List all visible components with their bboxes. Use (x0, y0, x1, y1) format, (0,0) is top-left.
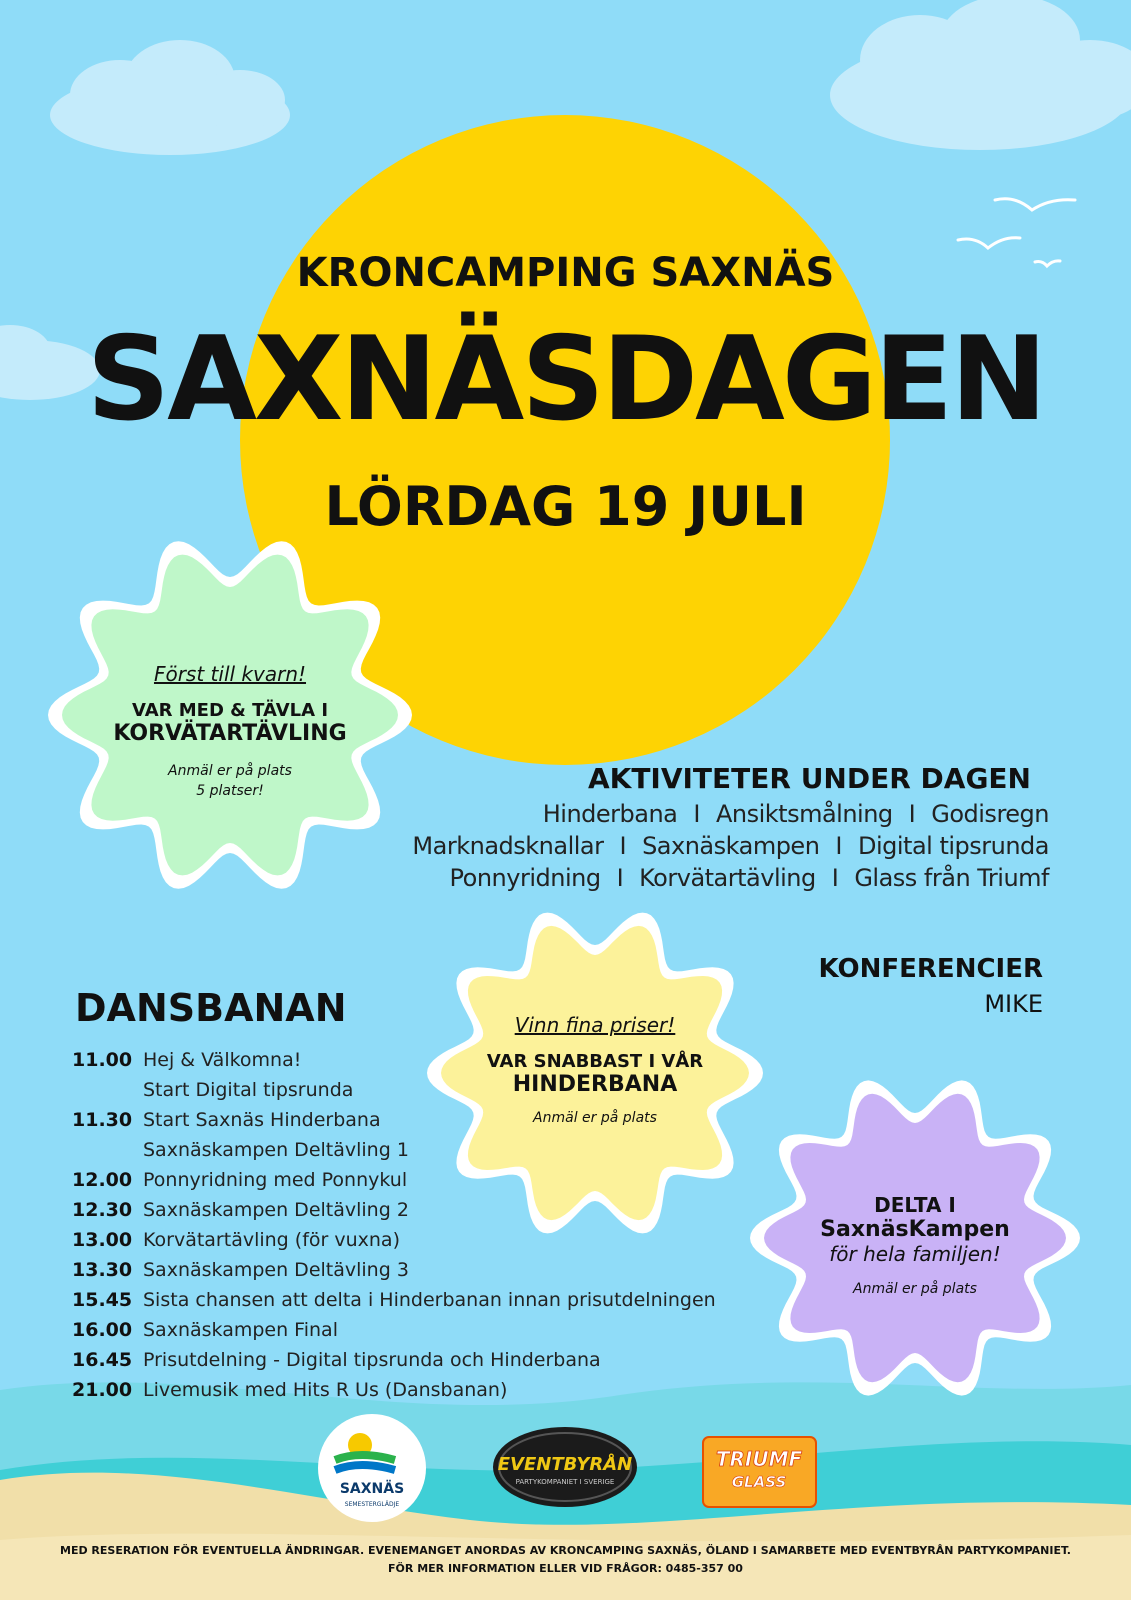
flower-yellow-teaser: Vinn fina priser! (514, 1013, 676, 1037)
schedule-text: Hej & Välkomna! (143, 1049, 302, 1071)
schedule-row (72, 1105, 792, 1135)
activity-separator: I (693, 800, 700, 828)
flower-yellow-note: Anmäl er på plats (533, 1110, 657, 1126)
flower-yellow-line1: VAR SNABBAST I VÅR (486, 1051, 704, 1072)
schedule-row (72, 1285, 792, 1315)
schedule-row (72, 1315, 792, 1345)
saxnas-logo-tagline: SEMESTERGLÄDJE (344, 1501, 400, 1508)
flower-yellow-line2: HINDERBANA (512, 1072, 678, 1097)
schedule-time: 21.00 (72, 1379, 133, 1401)
flower-green-note1: Anmäl er på plats (168, 763, 292, 779)
schedule-row (72, 1255, 792, 1285)
activity-separator: I (835, 832, 842, 860)
flower-purple-line3: för hela familjen! (829, 1242, 1001, 1266)
host-name: MIKE (984, 990, 1043, 1018)
schedule-heading: DANSBANAN (75, 986, 347, 1030)
activity-separator: I (908, 800, 916, 828)
schedule-time: 12.30 (72, 1199, 133, 1221)
host-label: KONFERENCIER (818, 954, 1043, 984)
activity-item: Ponnyridning (449, 864, 601, 892)
schedule-time: 13.30 (72, 1259, 133, 1281)
activities-row (412, 832, 1049, 860)
activity-item: Ansiktsmålning (715, 800, 893, 828)
venue-heading: KRONCAMPING SAXNÄS (296, 250, 835, 296)
activities-row (450, 864, 1049, 892)
saxnas-logo-wordmark: SAXNÄS (339, 1481, 405, 1497)
schedule-time (72, 1075, 143, 1105)
activity-item: Hinderbana (542, 800, 678, 828)
schedule-row (72, 1345, 792, 1375)
flower-green-line1: VAR MED & TÄVLA I (131, 700, 329, 721)
flower-purple-line1: DELTA I (874, 1193, 956, 1217)
activity-item: Digital tipsrunda (857, 832, 1049, 860)
schedule-time: 16.45 (72, 1349, 133, 1371)
schedule-row (72, 1375, 792, 1405)
activity-item: Saxnäskampen (642, 832, 820, 860)
event-title: SAXNÄSDAGEN (86, 312, 1045, 447)
footer-contact: FÖR MER INFORMATION ELLER VID FRÅGOR: 0485-357 00 (388, 1562, 743, 1575)
flower-purple-note: Anmäl er på plats (853, 1281, 977, 1297)
activity-separator: I (619, 832, 627, 860)
schedule-text: Start Digital tipsrunda (143, 1079, 354, 1101)
activity-item: Glass från Triumf (854, 864, 1049, 892)
eventbyran-logo-wordmark: EVENTBYRÅN (497, 1454, 633, 1475)
schedule-time: 12.00 (72, 1169, 133, 1191)
schedule-time: 16.00 (72, 1319, 133, 1341)
triumf-logo-wordmark: TRIUMF (715, 1447, 803, 1471)
schedule-time: 13.00 (72, 1229, 133, 1251)
schedule-list (72, 1045, 792, 1405)
schedule-row (72, 1165, 792, 1195)
event-date: LÖRDAG 19 JULI (324, 475, 807, 538)
activity-item: Korvätartävling (639, 864, 816, 892)
flower-green-line2: KORVÄTARTÄVLING (113, 721, 347, 746)
schedule-row (72, 1075, 792, 1105)
schedule-row (72, 1135, 792, 1165)
schedule-row (72, 1045, 792, 1075)
schedule-row (72, 1225, 792, 1255)
cloud-right (830, 0, 1131, 150)
flower-purple-content (765, 1193, 1065, 1302)
schedule-text: Saxnäskampen Final (143, 1319, 338, 1341)
schedule-text: Korvätartävling (för vuxna) (143, 1229, 400, 1251)
schedule-text: Ponnyridning med Ponnykul (143, 1169, 408, 1191)
cloud-left (50, 40, 290, 155)
flower-green-content (80, 662, 380, 804)
schedule-text: Saxnäskampen Deltävling 1 (143, 1139, 409, 1161)
schedule-row (72, 1195, 792, 1225)
eventbyran-logo-tagline: PARTYKOMPANIET I SVERIGE (515, 1478, 615, 1486)
activities-heading: AKTIVITETER UNDER DAGEN (587, 762, 1031, 795)
flower-green-note2: 5 platser! (196, 782, 264, 799)
activity-item: Godisregn (931, 800, 1049, 828)
triumf-logo-sub: GLASS (731, 1473, 787, 1491)
footer-disclaimer: MED RESERATION FÖR EVENTUELLA ÄNDRINGAR. EVENEMANGET ANORDAS AV KRONCAMPING SAXNÄS, ÖLAND I SAMARBETE MED EVENTBYRÅN PARTYKOMPANIET. (60, 1544, 1071, 1557)
activity-separator: I (831, 864, 839, 892)
schedule-text: Saxnäskampen Deltävling 3 (143, 1259, 409, 1281)
schedule-text: Start Saxnäs Hinderbana (143, 1109, 381, 1131)
flower-purple-line2: SaxnäsKampen (820, 1217, 1010, 1242)
flower-green-teaser: Först till kvarn! (153, 662, 307, 686)
schedule-text: Livemusik med Hits R Us (Dansbanan) (143, 1379, 508, 1401)
schedule-time: 15.45 (72, 1289, 133, 1311)
activity-item: Marknadsknallar (412, 832, 604, 860)
schedule-time: 11.00 (72, 1049, 133, 1071)
schedule-time: 11.30 (72, 1109, 133, 1131)
schedule-time (72, 1135, 143, 1165)
activity-separator: I (616, 864, 624, 892)
activities-row (543, 800, 1049, 828)
schedule-text: Saxnäskampen Deltävling 2 (143, 1199, 409, 1221)
schedule-text: Sista chansen att delta i Hinderbanan innan prisutdelningen (143, 1289, 716, 1311)
schedule-text: Prisutdelning - Digital tipsrunda och Hinderbana (143, 1349, 601, 1371)
